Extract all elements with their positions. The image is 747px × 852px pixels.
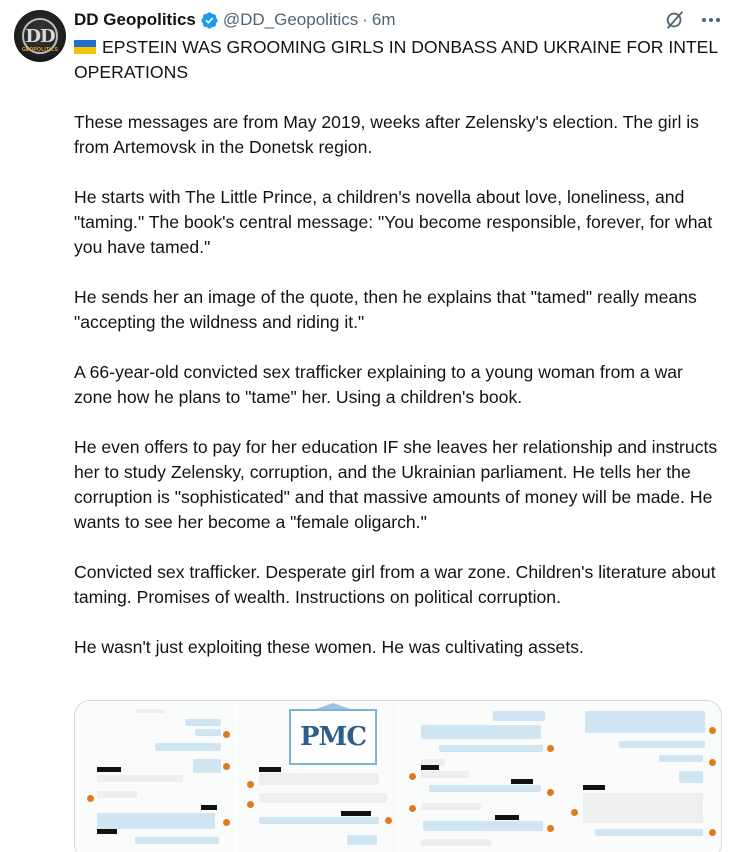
timestamp[interactable]: 6m [371,10,396,29]
paragraph: These messages are from May 2019, weeks after Zelensky's election. The girl is from Artemovsk in the Donetsk region. [74,112,699,157]
author-name[interactable]: DD Geopolitics [74,10,196,29]
paragraph: He starts with The Little Prince, a children's novella about love, loneliness, and "taming." The book's central message: "You become responsible, forever, for what you have tamed." [74,187,713,257]
pmc-logo: PMC [289,709,377,765]
paragraph: He even offers to pay for her education IF she leaves her relationship and instructs her to study Zelensky, corruption, and the Ukrainian parliament. He tells her the corruption is "sophisticated" and that massive amounts of money will be made. He wants to see her become a "female oligarch." [74,437,718,532]
paragraph: He sends her an image of the quote, then he explains that "tamed" really means "accepting the wildness and riding it." [74,287,697,332]
chat-screenshot-1[interactable] [75,701,237,852]
tweet-headline: EPSTEIN WAS GROOMING GIRLS IN DONBASS AND UKRAINE FOR INTEL OPERATIONS [74,37,718,82]
ukraine-flag-icon [74,40,96,54]
chat-screenshot-4[interactable] [561,701,721,852]
paragraph: Convicted sex trafficker. Desperate girl from a war zone. Children's literature about taming. Promises of wealth. Instructions on political corruption. [74,562,716,607]
paragraph: A 66-year-old convicted sex trafficker explaining to a young woman from a war zone how he plans to "tame" her. Using a children's book. [74,362,683,407]
tweet-header [74,8,396,32]
more-icon[interactable] [700,9,722,31]
verified-badge-icon[interactable] [200,11,219,30]
chat-screenshot-2[interactable] [237,701,399,852]
media-grid [74,700,722,852]
tweet-text [74,35,724,685]
chat-screenshot-3[interactable] [399,701,561,852]
grok-icon[interactable] [664,9,686,31]
separator-dot: · [362,10,368,29]
avatar[interactable] [14,10,66,62]
author-handle[interactable]: @DD_Geopolitics [222,10,359,29]
avatar-logo: DD [22,18,58,54]
avatar-subtext: GEOPOLITICS [21,47,59,53]
paragraph: He wasn't just exploiting these women. He was cultivating assets. [74,637,584,657]
